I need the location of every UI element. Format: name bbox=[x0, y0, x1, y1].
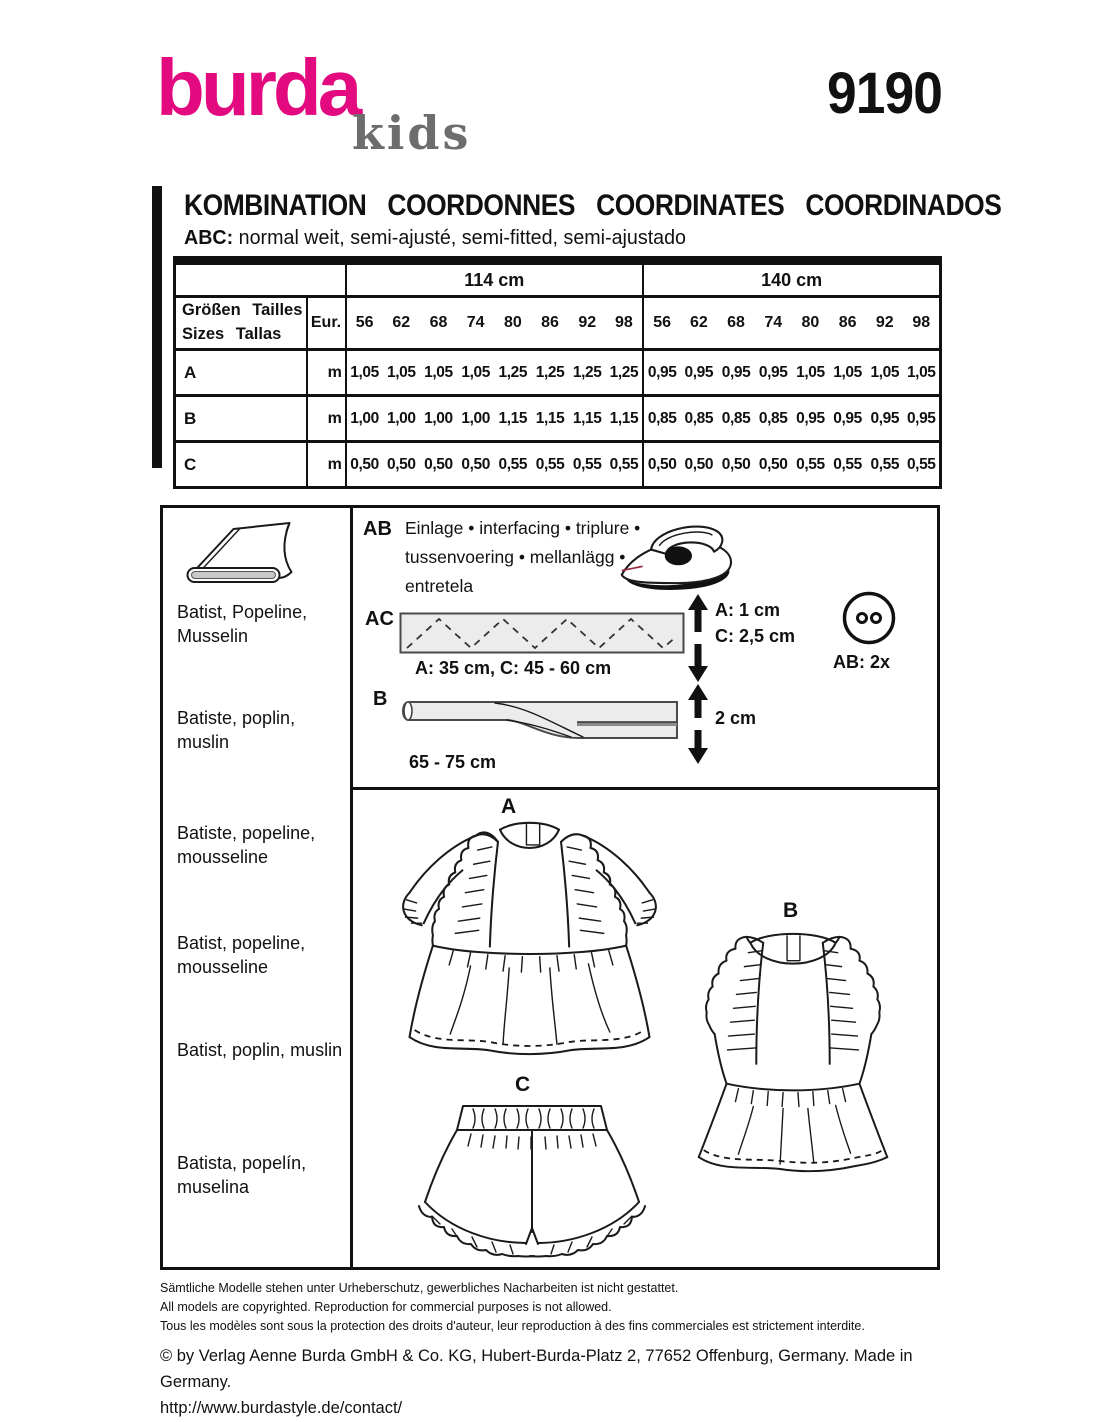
band-length-caption: 65 - 75 cm bbox=[409, 752, 497, 772]
size-header-cell: 98 bbox=[606, 297, 643, 350]
view-b-label: B bbox=[373, 688, 388, 710]
fabric-column bbox=[163, 508, 353, 1267]
yardage-value-cell: 0,95 bbox=[829, 396, 866, 442]
unit-cell: m bbox=[307, 442, 346, 488]
size-header-cell: 86 bbox=[829, 297, 866, 350]
interfacing-line: entretela bbox=[405, 576, 474, 596]
sizes-label-cell bbox=[175, 297, 307, 350]
yardage-value-cell: 0,95 bbox=[680, 350, 717, 396]
size-header-cell: 62 bbox=[383, 297, 420, 350]
yardage-value-cell: 0,95 bbox=[717, 350, 754, 396]
yardage-value-cell: 0,85 bbox=[717, 396, 754, 442]
interfacing-line: tussenvoering • mellanlägg • bbox=[405, 547, 626, 567]
yardage-value-cell: 1,00 bbox=[346, 396, 383, 442]
yardage-value-cell: 1,00 bbox=[457, 396, 494, 442]
size-header-cell: 62 bbox=[680, 297, 717, 350]
yardage-value-cell: 0,55 bbox=[531, 442, 568, 488]
yardage-value-cell: 0,50 bbox=[755, 442, 792, 488]
sizes-header-row bbox=[175, 297, 941, 350]
fabric-item: Batista, popelín, muselina bbox=[177, 1153, 307, 1197]
yardage-value-cell: 1,05 bbox=[457, 350, 494, 396]
footer-line: http://www.burdastyle.de/contact/ bbox=[160, 1399, 403, 1417]
corner-cell bbox=[175, 261, 346, 297]
yardage-value-cell: 1,05 bbox=[383, 350, 420, 396]
yardage-row-a bbox=[175, 350, 941, 396]
size-header-cell: 74 bbox=[457, 297, 494, 350]
strip-length-caption: A: 35 cm, C: 45 - 60 cm bbox=[415, 658, 612, 678]
width-arrow-icon bbox=[687, 684, 709, 764]
footer-large-lines bbox=[160, 1343, 960, 1421]
shorts-c-sketch bbox=[407, 1093, 657, 1261]
fabric-item: Batiste, poplin, muslin bbox=[177, 708, 296, 752]
fabric-item: Batist, Popeline, Musselin bbox=[177, 602, 308, 646]
footer-line: © by Verlag Aenne Burda GmbH & Co. KG, Hubert-Burda-Platz 2, 77652 Offenburg, Germany. Made in Germany. bbox=[160, 1347, 913, 1391]
eur-header-cell: Eur. bbox=[307, 297, 346, 350]
views-ab-label: AB bbox=[363, 518, 392, 540]
yardage-value-cell: 1,05 bbox=[346, 350, 383, 396]
size-header-cell: 68 bbox=[717, 297, 754, 350]
yardage-value-cell: 0,50 bbox=[717, 442, 754, 488]
yardage-value-cell: 0,55 bbox=[903, 442, 940, 488]
garment-views-section bbox=[353, 793, 937, 1267]
interfacing-line: Einlage • interfacing • triplure • bbox=[405, 518, 641, 538]
width-header-114: 114 cm bbox=[346, 261, 644, 297]
width-arrow-icon bbox=[687, 594, 709, 682]
yardage-value-cell: 1,00 bbox=[420, 396, 457, 442]
strip-width-a: A: 1 cm bbox=[715, 600, 781, 620]
footer-small-lines bbox=[160, 1279, 960, 1336]
size-header-cell: 86 bbox=[531, 297, 568, 350]
yardage-value-cell: 0,50 bbox=[383, 442, 420, 488]
width-header-140: 140 cm bbox=[643, 261, 941, 297]
size-header-cell: 92 bbox=[569, 297, 606, 350]
yardage-row-c bbox=[175, 442, 941, 488]
yardage-value-cell: 0,85 bbox=[680, 396, 717, 442]
views-ac-label: AC bbox=[365, 608, 394, 630]
yardage-value-cell: 1,15 bbox=[531, 396, 568, 442]
view-label-cell: B bbox=[175, 396, 307, 442]
yardage-value-cell: 1,00 bbox=[383, 396, 420, 442]
yardage-value-cell: 0,95 bbox=[755, 350, 792, 396]
button-icon bbox=[841, 590, 897, 646]
size-header-cell: 80 bbox=[792, 297, 829, 350]
unit-cell: m bbox=[307, 396, 346, 442]
yardage-row-b bbox=[175, 396, 941, 442]
style-description bbox=[184, 226, 686, 250]
style-text: normal weit, semi-ajusté, semi-fitted, semi-ajustado bbox=[233, 226, 687, 249]
size-header-cell: 68 bbox=[420, 297, 457, 350]
fabric-width-row bbox=[175, 261, 941, 297]
yardage-value-cell: 1,05 bbox=[792, 350, 829, 396]
fabric-item: Batiste, popeline, mousseline bbox=[177, 823, 316, 867]
view-b-letter: B bbox=[783, 899, 799, 922]
yardage-table bbox=[173, 256, 942, 489]
fabric-bolt-icon bbox=[175, 516, 315, 604]
pattern-number: 9190 bbox=[826, 61, 942, 126]
yardage-value-cell: 1,15 bbox=[606, 396, 643, 442]
copyright-footer bbox=[160, 1279, 960, 1421]
yardage-value-cell: 1,25 bbox=[606, 350, 643, 396]
yardage-value-cell: 1,25 bbox=[494, 350, 531, 396]
shorts-c-right-half bbox=[530, 1130, 645, 1257]
size-header-cell: 74 bbox=[755, 297, 792, 350]
top-b-right-half bbox=[823, 937, 887, 1157]
size-header-cell: 80 bbox=[494, 297, 531, 350]
yardage-value-cell: 0,85 bbox=[755, 396, 792, 442]
size-header-cell: 56 bbox=[643, 297, 680, 350]
kids-logo: kids bbox=[352, 106, 472, 160]
footer-line: All models are copyrighted. Reproduction for commercial purposes is not allowed. bbox=[160, 1300, 612, 1314]
title-accent-bar bbox=[152, 186, 162, 468]
blouse-a-left-half bbox=[403, 832, 498, 1037]
view-label-cell: A bbox=[175, 350, 307, 396]
interfacing-text bbox=[405, 514, 640, 601]
style-views-label: ABC: bbox=[184, 226, 234, 249]
yardage-value-cell: 1,25 bbox=[569, 350, 606, 396]
sizes-label-line1: Größen Tailles bbox=[182, 301, 303, 320]
yardage-value-cell: 0,50 bbox=[420, 442, 457, 488]
button-count-caption: AB: 2x bbox=[833, 652, 891, 672]
tie-band-diagram bbox=[399, 694, 685, 750]
yardage-value-cell: 0,55 bbox=[494, 442, 531, 488]
yardage-value-cell: 0,85 bbox=[643, 396, 680, 442]
blouse-a-right-half bbox=[561, 834, 656, 1037]
yardage-value-cell: 0,55 bbox=[569, 442, 606, 488]
size-header-cell: 92 bbox=[866, 297, 903, 350]
band-width-caption: 2 cm bbox=[715, 708, 757, 728]
blouse-a-sketch bbox=[377, 813, 682, 1068]
yardage-value-cell: 1,15 bbox=[494, 396, 531, 442]
fabric-item: Batist, poplin, muslin bbox=[177, 1040, 343, 1060]
page-title: KOMBINATION COORDONNES COORDINATES COORDINADOS bbox=[184, 189, 1002, 222]
footer-line: Sämtliche Modelle stehen unter Urheberschutz, gewerbliches Nacharbeiten ist nicht gestattet. bbox=[160, 1281, 679, 1295]
yardage-value-cell: 0,50 bbox=[346, 442, 383, 488]
yardage-value-cell: 0,55 bbox=[792, 442, 829, 488]
yardage-value-cell: 1,05 bbox=[829, 350, 866, 396]
view-a-letter: A bbox=[501, 795, 517, 818]
notions-section bbox=[353, 508, 937, 790]
yardage-value-cell: 1,05 bbox=[903, 350, 940, 396]
sizes-label-line2: Sizes Tallas bbox=[182, 325, 282, 343]
view-c-letter: C bbox=[515, 1073, 531, 1096]
yardage-value-cell: 0,95 bbox=[866, 396, 903, 442]
top-b-left-half bbox=[699, 937, 763, 1157]
yardage-value-cell: 0,95 bbox=[903, 396, 940, 442]
interfacing-strip-diagram bbox=[399, 612, 685, 654]
unit-cell: m bbox=[307, 350, 346, 396]
yardage-value-cell: 1,05 bbox=[866, 350, 903, 396]
top-b-sketch bbox=[669, 913, 917, 1175]
yardage-value-cell: 0,55 bbox=[606, 442, 643, 488]
yardage-value-cell: 0,50 bbox=[643, 442, 680, 488]
yardage-value-cell: 0,55 bbox=[866, 442, 903, 488]
view-label-cell: C bbox=[175, 442, 307, 488]
yardage-value-cell: 0,50 bbox=[457, 442, 494, 488]
yardage-value-cell: 0,95 bbox=[643, 350, 680, 396]
shorts-c-left-half bbox=[419, 1130, 534, 1257]
footer-line: Tous les modèles sont sous la protection des droits d'auteur, leur reproduction à des fins commerciales est strictement interdite. bbox=[160, 1319, 865, 1333]
yardage-value-cell: 1,25 bbox=[531, 350, 568, 396]
iron-icon bbox=[615, 516, 747, 602]
yardage-value-cell: 0,95 bbox=[792, 396, 829, 442]
strip-width-c: C: 2,5 cm bbox=[715, 626, 796, 646]
size-header-cell: 56 bbox=[346, 297, 383, 350]
yardage-value-cell: 0,50 bbox=[680, 442, 717, 488]
yardage-value-cell: 0,55 bbox=[829, 442, 866, 488]
yardage-value-cell: 1,05 bbox=[420, 350, 457, 396]
fabric-item: Batist, popeline, mousseline bbox=[177, 933, 306, 977]
size-header-cell: 98 bbox=[903, 297, 940, 350]
yardage-value-cell: 1,15 bbox=[569, 396, 606, 442]
instructions-box bbox=[160, 505, 940, 1270]
burda-logo: burda bbox=[156, 43, 359, 132]
